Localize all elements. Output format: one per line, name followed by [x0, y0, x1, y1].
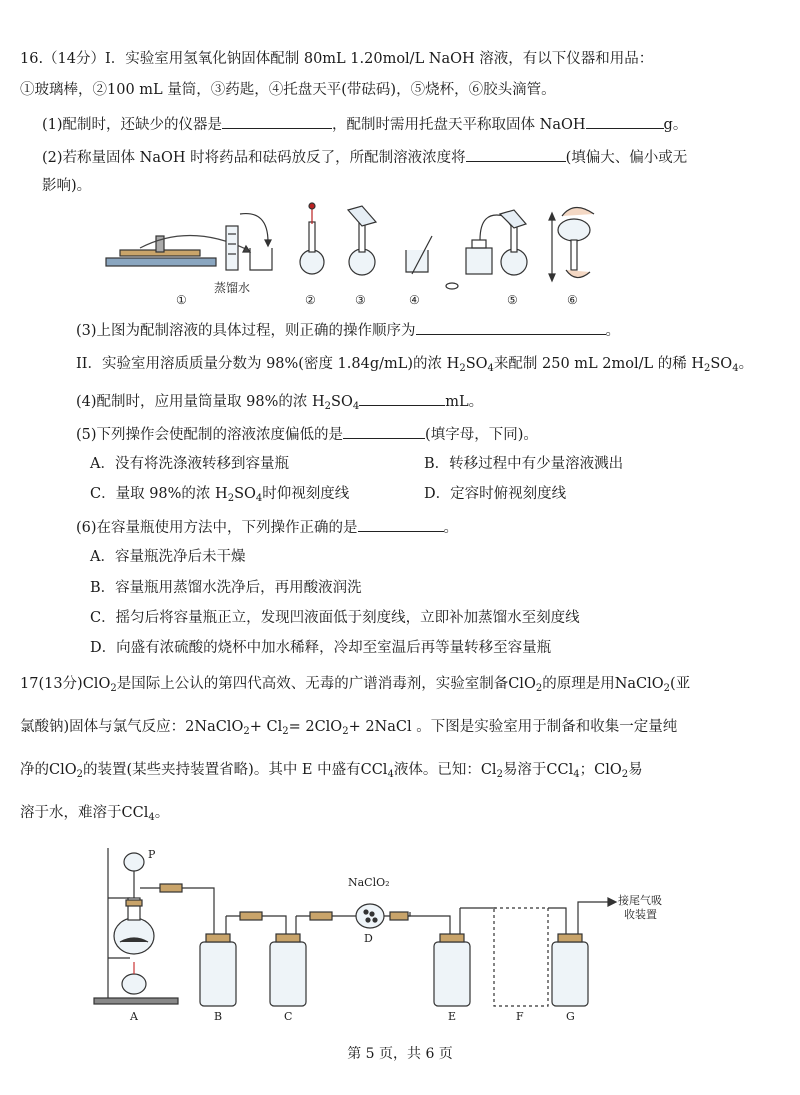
q17-line2: 氯酸钠)固体与氯气反应：2NaClO$_2$+ $Cl_2= 2ClO_2+$ 2NaCl 。下图是实验室用于制备和收集一定量纯 [20, 719, 678, 737]
option-5A: A．没有将洗涤液转移到容量瓶 [90, 456, 289, 472]
q17-line4: 溶于水，难溶于CCl$_4$。 [20, 805, 170, 823]
apparatus-label-b: B [214, 1010, 223, 1023]
step-label-2: ② [305, 293, 316, 307]
apparatus-label-e: E [448, 1010, 457, 1023]
distilled-water-label: 蒸馏水 [214, 281, 251, 295]
answer-blank-3[interactable] [466, 145, 566, 162]
q16-header: 16.（14分）I．实验室用氢氧化钠固体配制 80mL 1.20mol/L NaOH 溶液，有以下仪器和用品： [20, 51, 654, 67]
q17-line3: 净的ClO$_2$的装置(某些夹持装置省略)。其中 E 中盛有CCl$_4$液体。已知：$Cl_2$易溶于CCl$_4$；ClO$_2$易 [20, 762, 643, 780]
option-5C: C．量取 98%的浓 $H_2SO_4$时仰视刻度线 [90, 486, 350, 504]
apparatus-label-c: C [284, 1010, 293, 1023]
q16-part2: (2)若称量固体 NaOH 时将药品和砝码放反了，所配制溶液浓度将 (填偏大、偏小或无 [42, 145, 687, 168]
tail-gas-label: 接尾气吸 [618, 894, 662, 907]
q17-line1: 17(13分)ClO$_2$是国际上公认的第四代高效、无毒的广谱消毒剂，实验室制备ClO$_2$的原理是用NaClO$_2$(亚 [20, 676, 691, 694]
answer-blank-6[interactable] [343, 422, 425, 439]
apparatus-label-g: G [566, 1010, 575, 1023]
option-5D: D．定容时俯视刻度线 [424, 486, 567, 502]
q16-part4: (4)配制时，应用量筒量取 98%的浓 $H_2SO_4$ mL。 [76, 389, 483, 417]
option-6C: C．摇匀后将容量瓶正立，发现凹液面低于刻度线，立即补加蒸馏水至刻度线 [90, 610, 580, 626]
step-label-3: ③ [355, 293, 366, 307]
option-6A: A．容量瓶洗净后未干燥 [90, 549, 246, 565]
page-footer: 第 5 页，共 6 页 [347, 1046, 453, 1062]
option-6D: D．向盛有浓硫酸的烧杯中加水稀释，冷却至室温后再等量转移至容量瓶 [90, 640, 552, 656]
answer-blank-5[interactable] [359, 389, 445, 406]
procedure-figure [100, 200, 620, 310]
option-6B: B．容量瓶用蒸馏水洗净后，再用酸液润洗 [90, 580, 362, 596]
answer-blank-1[interactable] [222, 112, 332, 129]
q16-part3: (3)上图为配制溶液的具体过程，则正确的操作顺序为 。 [76, 318, 620, 341]
apparatus-label-f: F [516, 1010, 524, 1023]
step-label-1: ① [176, 293, 187, 307]
answer-blank-7[interactable] [358, 515, 444, 532]
q16-items: ①玻璃棒，②100 mL 量筒，③药匙，④托盘天平(带砝码)，⑤烧杯，⑥胶头滴管。 [20, 82, 556, 98]
naclo2-label: NaClO₂ [348, 876, 390, 889]
apparatus-figure [90, 838, 690, 1023]
step-label-4: ④ [409, 293, 420, 307]
apparatus-label-a: A [130, 1010, 138, 1023]
tail-gas-label-2: 收装置 [624, 908, 657, 921]
q16-part2-cont: 影响)。 [42, 178, 92, 194]
answer-blank-2[interactable] [586, 112, 664, 129]
answer-blank-4[interactable] [416, 318, 606, 335]
funnel-label-p: P [148, 848, 156, 861]
q16-part-II: II．实验室用溶质质量分数为 98%(密度 1.84g/mL)的浓 $H_2SO_4$来配制 250 mL 2mol/L 的稀 $H_2SO_4$。 [76, 356, 754, 374]
apparatus-label-d: D [364, 932, 373, 945]
q16-part1: (1)配制时，还缺少的仪器是 ，配制时需用托盘天平称取固体 NaOH g。 [42, 112, 687, 135]
q16-part5: (5)下列操作会使配制的溶液浓度偏低的是 (填字母，下同)。 [76, 422, 538, 445]
q16-part6: (6)在容量瓶使用方法中，下列操作正确的是 。 [76, 515, 458, 538]
option-5B: B．转移过程中有少量溶液溅出 [424, 456, 624, 472]
step-label-5: ⑤ [507, 293, 518, 307]
step-label-6: ⑥ [567, 293, 578, 307]
